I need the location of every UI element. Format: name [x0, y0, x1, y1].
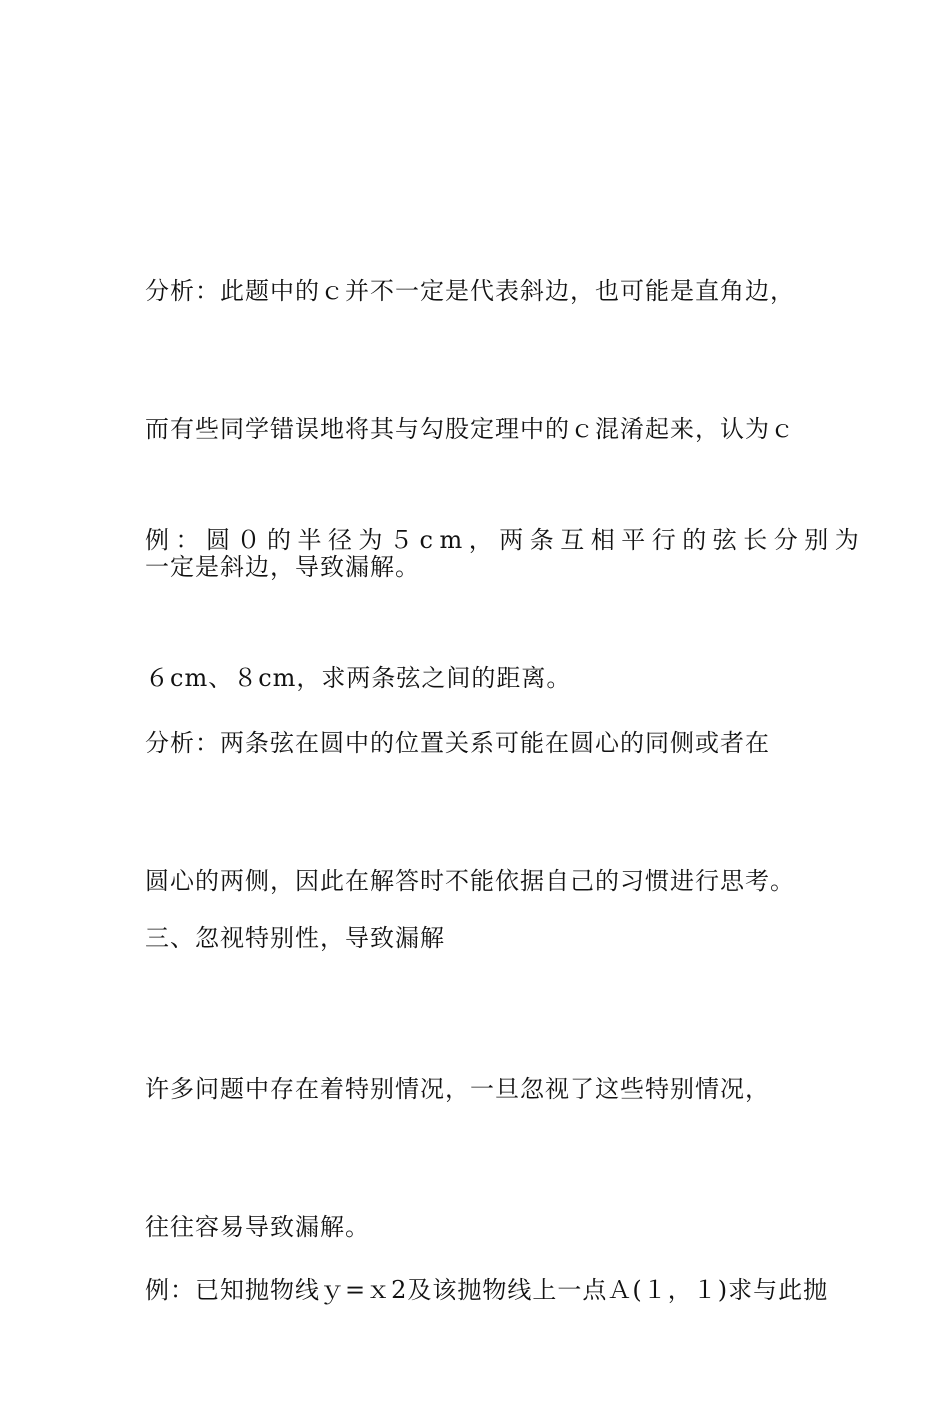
text-line: 而有些同学错误地将其与勾股定理中的ｃ混淆起来，认为ｃ	[145, 415, 795, 443]
text-line: 三、忽视特别性，导致漏解	[145, 924, 445, 952]
text-line: 例：圆０的半径为５cm，两条互相平行的弦长分别为	[145, 526, 866, 554]
example-paragraph-parabola	[145, 1175, 829, 1405]
text-line: 分析：两条弦在圆中的位置关系可能在圆心的同侧或者在	[145, 729, 770, 757]
text-line: 例：已知抛物线ｙ=ｘ2及该抛物线上一点Ａ(１，１)求与此抛	[145, 1276, 829, 1304]
text-line: 圆心的两侧，因此在解答时不能依据自己的习惯进行思考。	[145, 867, 795, 895]
text-line: 一定是斜边，导致漏解。	[145, 553, 420, 581]
text-line: 分析：此题中的ｃ并不一定是代表斜边，也可能是直角边，	[145, 277, 795, 305]
text-line: 往往容易导致漏解。	[145, 1213, 370, 1241]
text-line: 许多问题中存在着特别情况，一旦忽视了这些特别情况，	[145, 1075, 770, 1103]
text-line: ６cm、８cm，求两条弦之间的距离。	[145, 664, 572, 692]
